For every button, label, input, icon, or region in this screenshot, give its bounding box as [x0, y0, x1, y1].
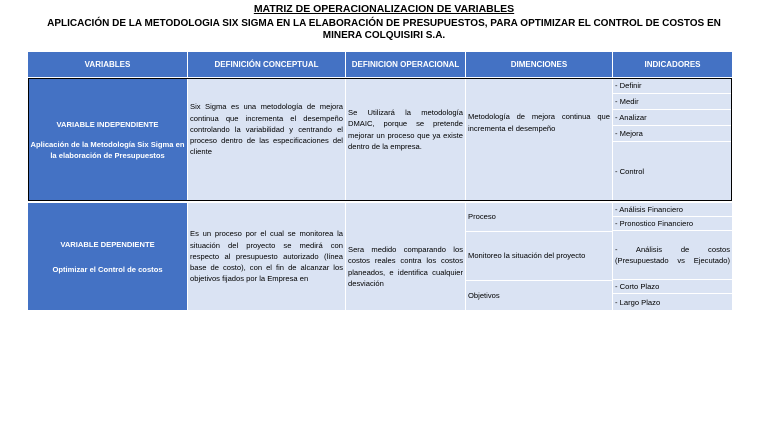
indicator-item: - Corto Plazo [613, 280, 732, 293]
table-row-independent [28, 78, 732, 201]
dimension-text: Monitoreo la situación del proyecto [468, 251, 586, 261]
dependent-variable-cell [28, 203, 187, 310]
dimension-cell [466, 78, 612, 201]
variable-description: Aplicación de la Metodología Six Sigma en la elaboración de Presupuestos [30, 139, 185, 160]
document-title: MATRIZ DE OPERACIONALIZACION DE VARIABLES [253, 3, 515, 15]
dimension-text: Objetivos [468, 290, 500, 300]
operational-definition-text: Sera medido comparando los costos reales contra los costos planeados, e identifica cualquier desviación [348, 245, 463, 288]
operational-definition-cell [346, 203, 465, 310]
header-operational: DEFINICION OPERACIONAL [346, 52, 465, 77]
dimension-cell [466, 281, 612, 310]
indicator-item: - Definir [613, 78, 732, 93]
conceptual-definition-cell [188, 78, 345, 201]
conceptual-definition-cell [188, 203, 345, 310]
indicator-item [613, 231, 732, 279]
operational-definition-cell [346, 78, 465, 201]
indicator-text: - Análisis de costos (Presupuestado vs Ejecutado) [615, 245, 730, 265]
indicator-item: - Control [613, 142, 732, 201]
header-indicators: INDICADORES [613, 52, 732, 77]
indicator-item: - Mejora [613, 126, 732, 141]
indicator-item: - Analizar [613, 110, 732, 125]
operationalization-table [28, 52, 732, 310]
indicator-item: - Medir [613, 94, 732, 109]
document-subtitle: APLICACIÓN DE LA METODOLOGIA SIX SIGMA EN LA ELABORACIÓN DE PRESUPUESTOS, PARA OPTIMIZAR EL CONTROL DE COSTOS EN MINERA COLQUISIRI S.A. [47, 18, 721, 41]
table-row-dependent [28, 203, 732, 310]
conceptual-definition-text: Six Sigma es una metodología de mejora continua que incrementa el desempeño controlando la variabilidad y centrando el proceso dentro de las especificaciones del cliente [190, 102, 343, 157]
dimension-text: Metodología de mejora continua que incrementa el desempeño [468, 112, 610, 133]
dimension-cell [466, 203, 612, 231]
dimension-cell [466, 232, 612, 280]
table-header-row [28, 52, 732, 77]
independent-variable-cell [28, 78, 187, 201]
operational-definition-text: Se Utilizará la metodología DMAIC, porque se pretende mejorar un proceso que ya existe dentro de la empresa. [348, 108, 463, 151]
indicator-item: - Análisis Financiero [613, 203, 732, 216]
indicator-item: - Largo Plazo [613, 294, 732, 310]
variable-title: VARIABLE DEPENDIENTE [60, 239, 155, 249]
conceptual-definition-text: Es un proceso por el cual se monitorea la situación del proyecto se medirá con respecto al presupuesto autorizado (línea base de costo), con el fin de alcanzar los objetivos fijados por la Empresa en [190, 229, 343, 284]
header-variables: VARIABLES [28, 52, 187, 77]
header-dimensions: DIMENCIONES [466, 52, 612, 77]
header-conceptual: DEFINICIÓN CONCEPTUAL [188, 52, 345, 77]
variable-description: Optimizar el Control de costos [52, 264, 163, 274]
variable-title: VARIABLE INDEPENDIENTE [56, 119, 159, 129]
indicator-item: - Pronostico Financiero [613, 217, 732, 230]
dimension-text: Proceso [468, 212, 496, 222]
